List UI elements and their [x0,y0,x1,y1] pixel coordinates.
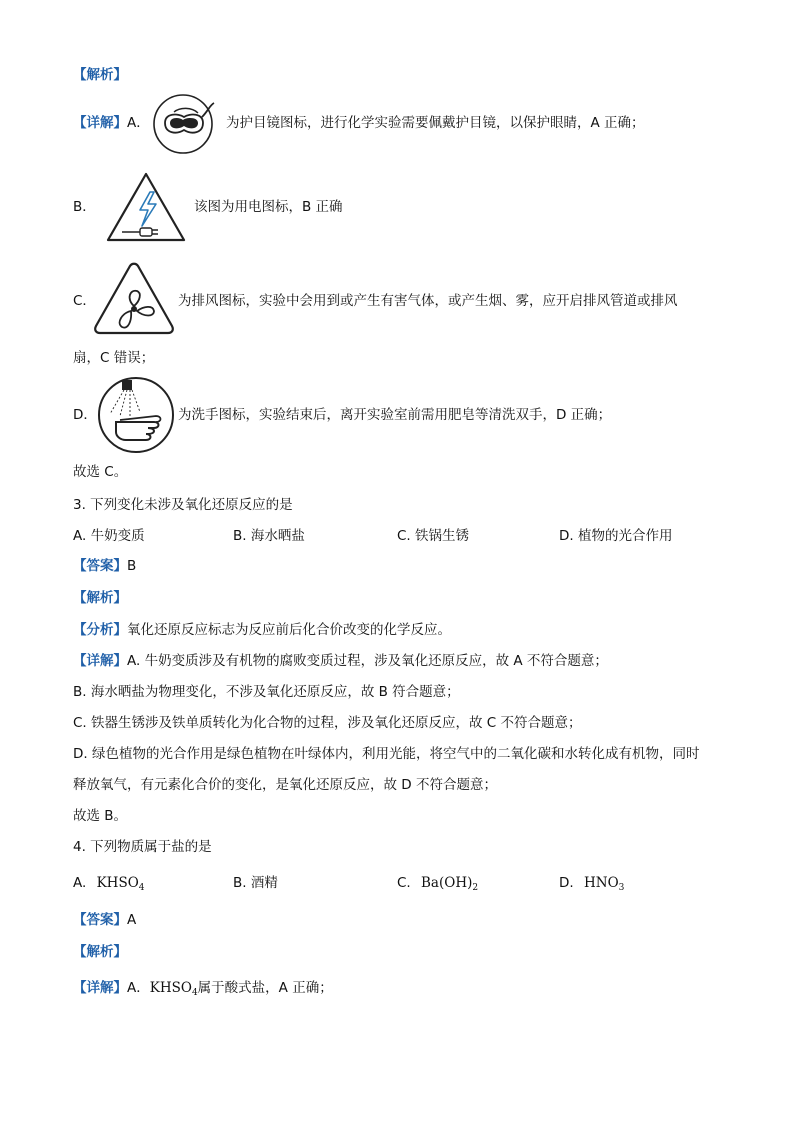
q4-option-c-prefix: C. [397,875,411,891]
q4-detail-a-formula [150,980,198,996]
tag-jiexi: 【解析】 [73,944,127,960]
formula-main: KHSO [96,875,139,891]
q4-jiexi-line [73,943,127,961]
q3-answer-line [73,557,136,575]
q4-option-d-prefix: D. [559,875,574,891]
handwash-icon [96,376,176,454]
tag-jiexi: 【解析】 [73,590,127,606]
q4-answer-line [73,911,136,929]
q3-detail-b: B. 海水晒盐为物理变化，不涉及氧化还原反应，故 B 符合题意； [73,684,460,700]
formula-main: Ba(OH) [421,875,473,891]
tag-daan: 【答案】 [73,912,127,928]
conclusion-c: 故选 C。 [73,464,128,480]
q4-option-b: B. 酒精 [233,875,278,891]
detail-d-prefix: D． [73,407,97,423]
q3-option-d: D. 植物的光合作用 [559,528,673,544]
detail-b-prefix: B． [73,199,96,215]
tag-xiangjie: 【详解】 [73,980,127,996]
q4-stem: 4. 下列物质属于盐的是 [73,839,212,855]
q3-analysis-line [73,621,451,639]
q4-option-d [559,874,624,892]
detail-c-text2: 扇，C 错误； [73,350,155,366]
formula-sub: 2 [472,883,479,893]
detail-b-text: 该图为用电图标，B 正确 [194,199,343,215]
q4-option-c-formula [421,875,478,891]
q4-answer: A [127,912,137,928]
q3-detail-d1: D. 绿色植物的光合作用是绿色植物在叶绿体内，利用光能，将空气中的二氧化碳和水转化成有机物，同时 [73,746,700,762]
q3-jiexi-line [73,589,127,607]
q4-detail-a-prefix: A． [127,980,150,996]
fan-icon [92,261,176,337]
q4-option-d-formula [584,875,624,891]
q4-option-a-formula [97,875,145,891]
tag-jiexi: 【解析】 [73,67,127,83]
q3-option-c: C. 铁锅生锈 [397,528,470,544]
section-analysis-tag [73,66,127,84]
q3-detail-a: A. 牛奶变质涉及有机物的腐败变质过程，涉及氧化还原反应，故 A 不符合题意； [127,653,608,669]
detail-c-prefix: C． [73,293,96,309]
q3-detail-c: C. 铁器生锈涉及铁单质转化为化合物的过程，涉及氧化还原反应，故 C 不符合题意； [73,715,582,731]
electric-icon [104,170,188,244]
goggles-icon [152,93,216,155]
q3-stem: 3. 下列变化未涉及氧化还原反应的是 [73,497,293,513]
formula-sub: 4 [138,883,145,893]
q4-detail-a-line [73,979,333,997]
tag-daan: 【答案】 [73,558,127,574]
option-prefix: A． [127,115,150,131]
q3-answer: B [127,558,137,574]
q4-option-a [73,874,145,892]
detail-a-text: 为护目镜图标，进行化学实验需要佩戴护目镜，以保护眼睛，A 正确； [226,115,645,131]
formula-main: KHSO [149,980,192,996]
detail-a-line [73,114,150,132]
formula-main: HNO [583,875,619,891]
tag-xiangjie: 【详解】 [73,653,127,669]
q4-option-c [397,874,478,892]
q3-option-b: B. 海水晒盐 [233,528,305,544]
q3-conclusion: 故选 B。 [73,808,128,824]
detail-d-text: 为洗手图标，实验结束后，离开实验室前需用肥皂等清洗双手，D 正确； [178,407,612,423]
tag-xiangjie: 【详解】 [73,115,127,131]
formula-sub: 3 [618,883,625,893]
q4-option-a-prefix: A. [73,875,87,891]
q4-detail-a-text: 属于酸式盐，A 正确； [197,980,333,996]
detail-c-text: 为排风图标，实验中会用到或产生有害气体，或产生烟、雾，应开启排风管道或排风 [178,293,678,309]
q3-option-a: A. 牛奶变质 [73,528,145,544]
tag-fenxi: 【分析】 [73,622,127,638]
q3-detail-a-line [73,652,608,670]
formula-sub: 4 [191,988,198,998]
q3-detail-d2: 释放氧气，有元素化合价的变化，是氧化还原反应，故 D 不符合题意； [73,777,497,793]
q3-analysis: 氧化还原反应标志为反应前后化合价改变的化学反应。 [127,622,451,638]
